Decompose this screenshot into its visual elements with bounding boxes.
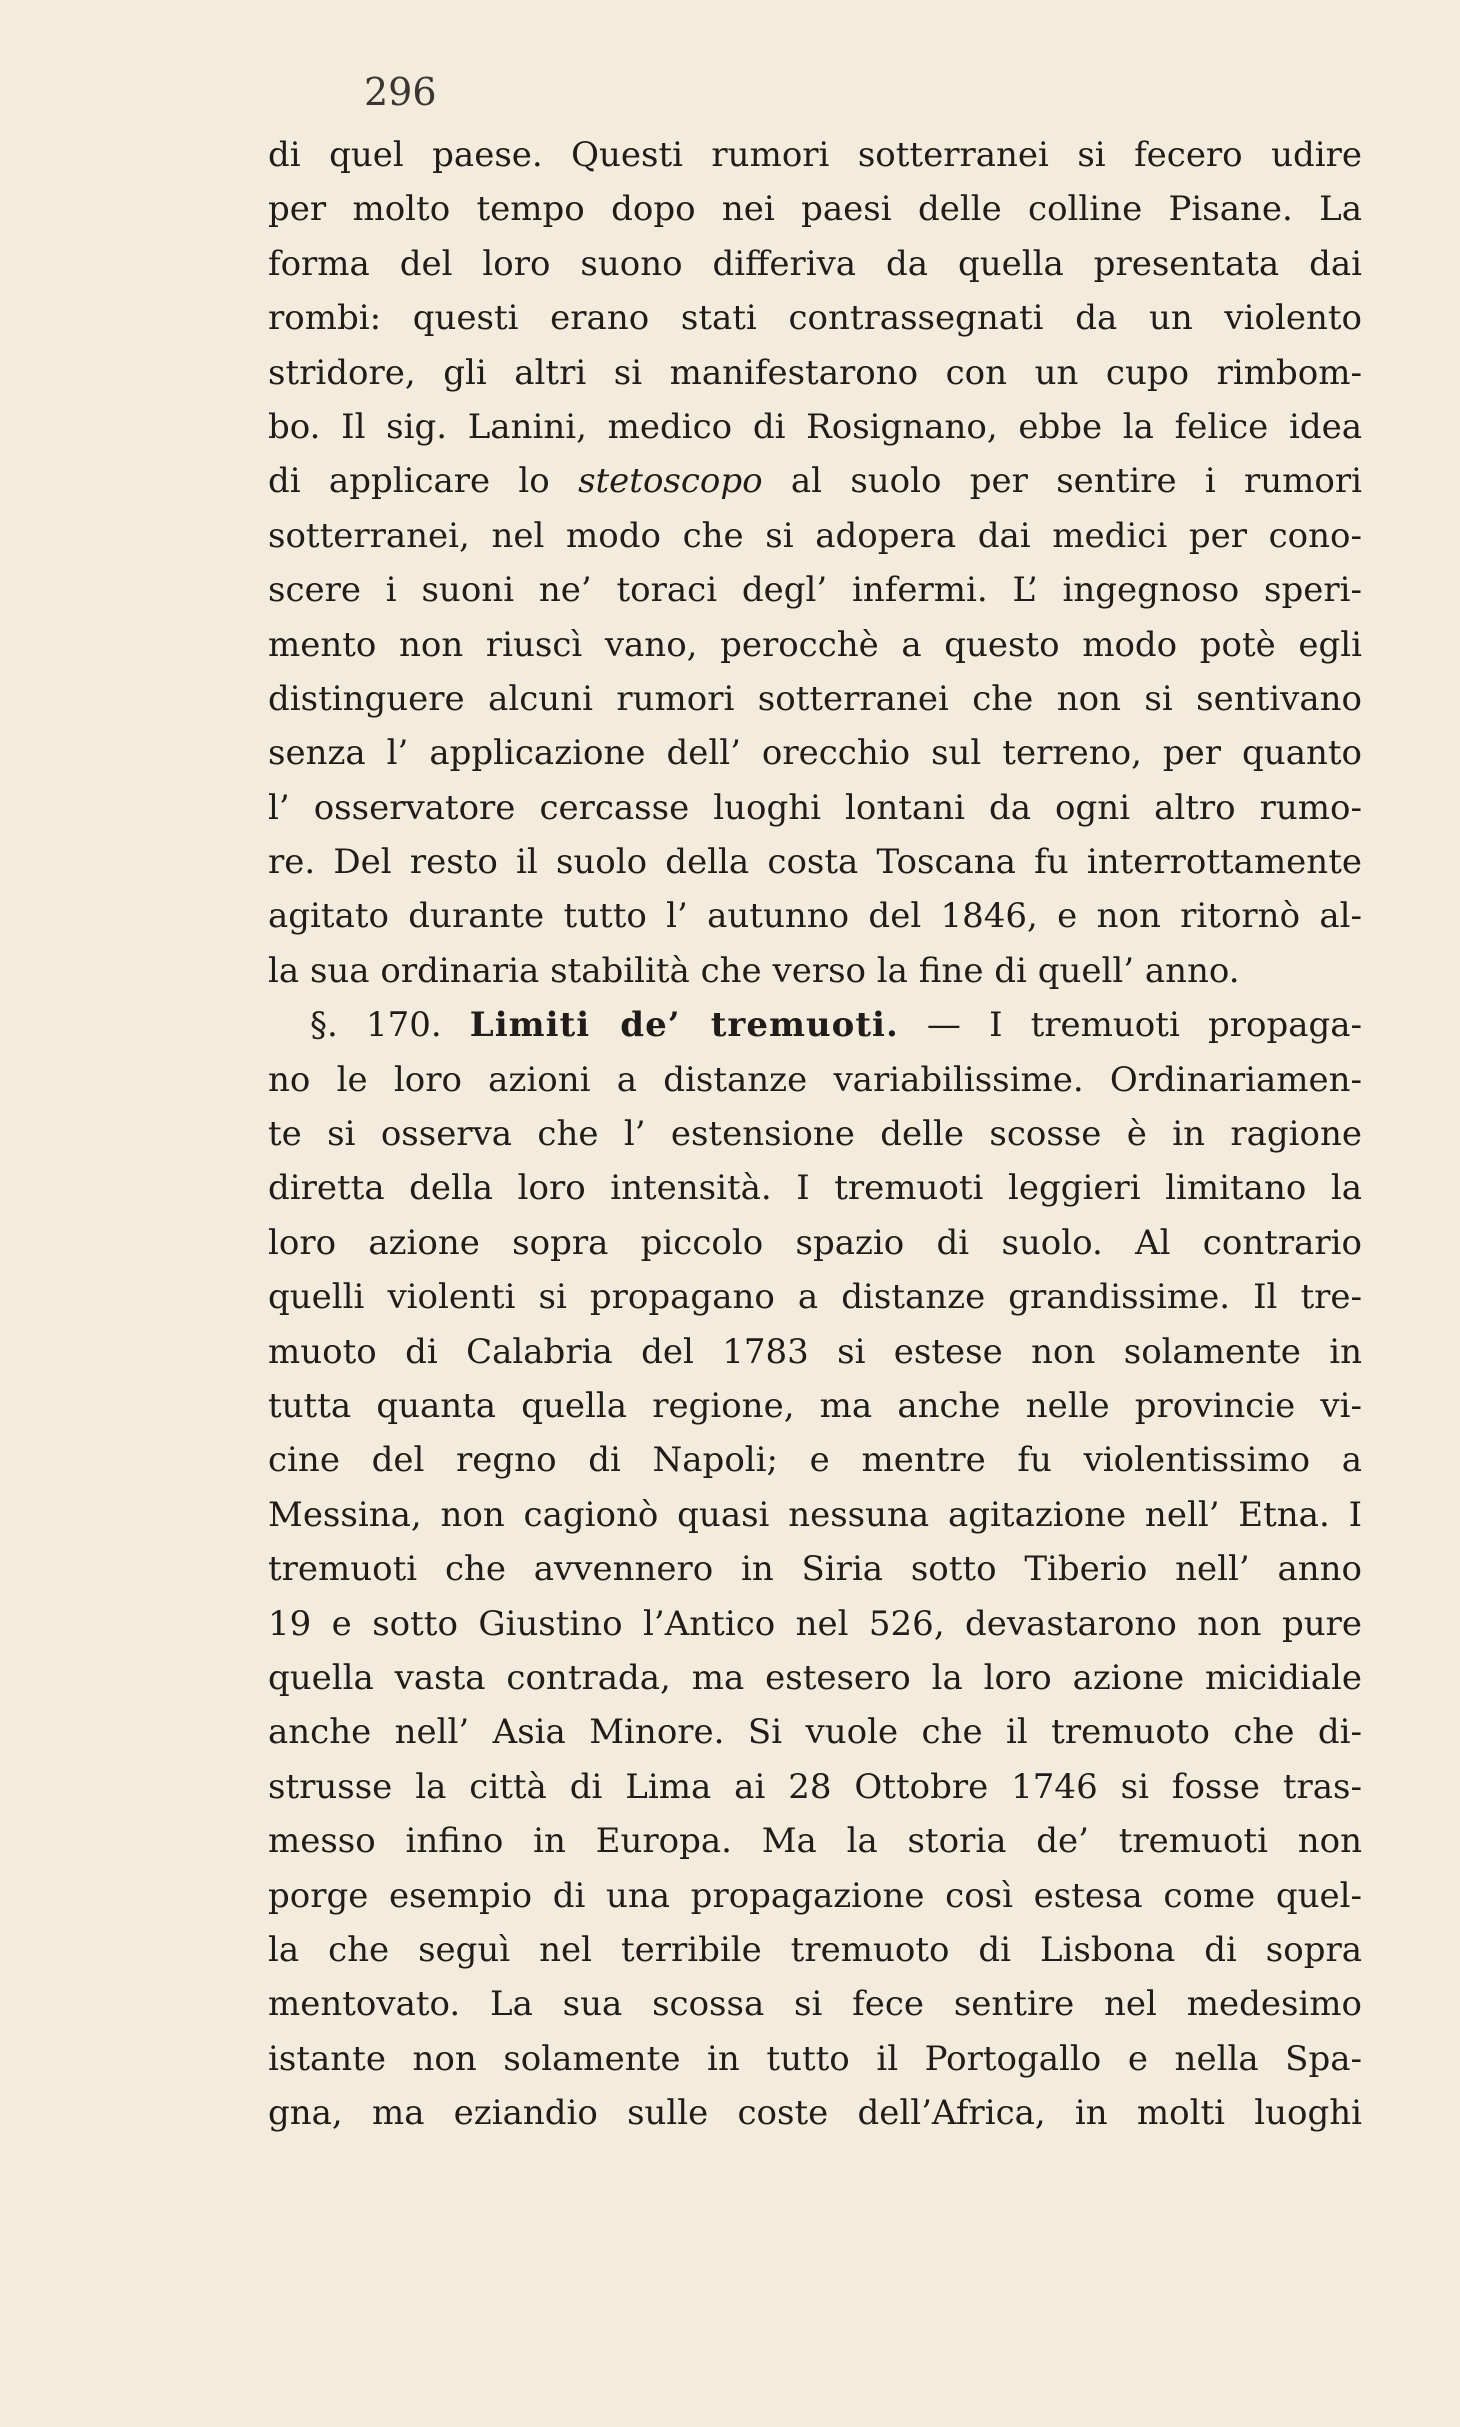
text-line: quelli violenti si propagano a distanze grandissime. Il tre- [268, 1277, 1362, 1318]
text-line: forma del loro suono differiva da quella presentata dai [268, 243, 1362, 284]
text-line: mentovato. La sua scossa si fece sentire nel medesimo [268, 1984, 1362, 2025]
text-line: tremuoti che avvennero in Siria sotto Tiberio nell’ anno [268, 1549, 1362, 1590]
text-line: porge esempio di una propagazione così estesa come quel- [268, 1875, 1362, 1916]
italic-term: stetoscopo [578, 461, 763, 502]
text-line: Messina, non cagionò quasi nessuna agitazione nell’ Etna. I [268, 1494, 1362, 1535]
text-line: sotterranei, nel modo che si adopera dai medici per cono- [268, 515, 1362, 556]
text-line: scere i suoni ne’ toraci degl’ infermi. L’ ingegnoso speri- [268, 570, 1362, 611]
text-line: agitato durante tutto l’ autunno del 1846, e non ritornò al- [268, 896, 1362, 937]
text-line: la che seguì nel terribile tremuoto di Lisbona di sopra [268, 1929, 1362, 1970]
text-line: stridore, gli altri si manifestarono con un cupo rimbom- [268, 352, 1362, 393]
text-line: la sua ordinaria stabilità che verso la fine di quell’ anno. [268, 950, 1240, 991]
text-line: strusse la città di Lima ai 28 Ottobre 1746 si fosse tras- [268, 1766, 1362, 1807]
text-line: te si osserva che l’ estensione delle scosse è in ragione [268, 1114, 1362, 1155]
text-line: muoto di Calabria del 1783 si estese non solamente in [268, 1331, 1362, 1372]
text-line: per molto tempo dopo nei paesi delle colline Pisane. La [268, 189, 1362, 230]
text-line: re. Del resto il suolo della costa Toscana fu interrottamente [268, 842, 1362, 883]
text-line: diretta della loro intensità. I tremuoti leggieri limitano la [268, 1168, 1362, 1209]
text-line: messo infino in Europa. Ma la storia de’ tremuoti non [268, 1821, 1362, 1862]
text-line: senza l’ applicazione dell’ orecchio sul terreno, per quanto [268, 733, 1362, 774]
section-number: §. 170. [310, 1005, 442, 1046]
text-fragment: — I tremuoti propaga- [898, 1005, 1362, 1046]
text-line: bo. Il sig. Lanini, medico di Rosignano, ebbe la felice idea [268, 406, 1362, 447]
text-line: gna, ma eziandio sulle coste dell’Africa, in molti luoghi [268, 2093, 1362, 2134]
text-fragment: al suolo per sentire i rumori [762, 461, 1362, 502]
text-line: istante non solamente in tutto il Portogallo e nella Spa- [268, 2038, 1362, 2079]
text-line: 19 e sotto Giustino l’Antico nel 526, devastarono non pure [268, 1603, 1362, 1644]
text-line: loro azione sopra piccolo spazio di suolo. Al contrario [268, 1222, 1362, 1263]
text-line: l’ osservatore cercasse luoghi lontani da ogni altro rumo- [268, 787, 1362, 828]
text-line: quella vasta contrada, ma estesero la loro azione micidiale [268, 1657, 1362, 1698]
page-number: 296 [364, 70, 437, 114]
text-line: distinguere alcuni rumori sotterranei che non si sentivano [268, 678, 1362, 719]
text-line: mento non riuscì vano, perocchè a questo modo potè egli [268, 624, 1362, 665]
text-line: tutta quanta quella regione, ma anche nelle provincie vi- [268, 1385, 1362, 1426]
body-text [268, 128, 1362, 2140]
text-line: anche nell’ Asia Minore. Si vuole che il tremuoto che di- [268, 1712, 1362, 1753]
text-line [268, 454, 1362, 508]
section-line [268, 998, 1362, 1052]
text-line: rombi: questi erano stati contrassegnati da un violento [268, 298, 1362, 339]
text-fragment: di applicare lo [268, 461, 579, 502]
section-heading: Limiti de’ tremuoti. [469, 1005, 899, 1046]
text-line: di quel paese. Questi rumori sotterranei si fecero udire [268, 135, 1362, 175]
text-line: cine del regno di Napoli; e mentre fu violentissimo a [268, 1440, 1362, 1481]
text-line: no le loro azioni a distanze variabilissime. Ordinariamen- [268, 1059, 1362, 1100]
